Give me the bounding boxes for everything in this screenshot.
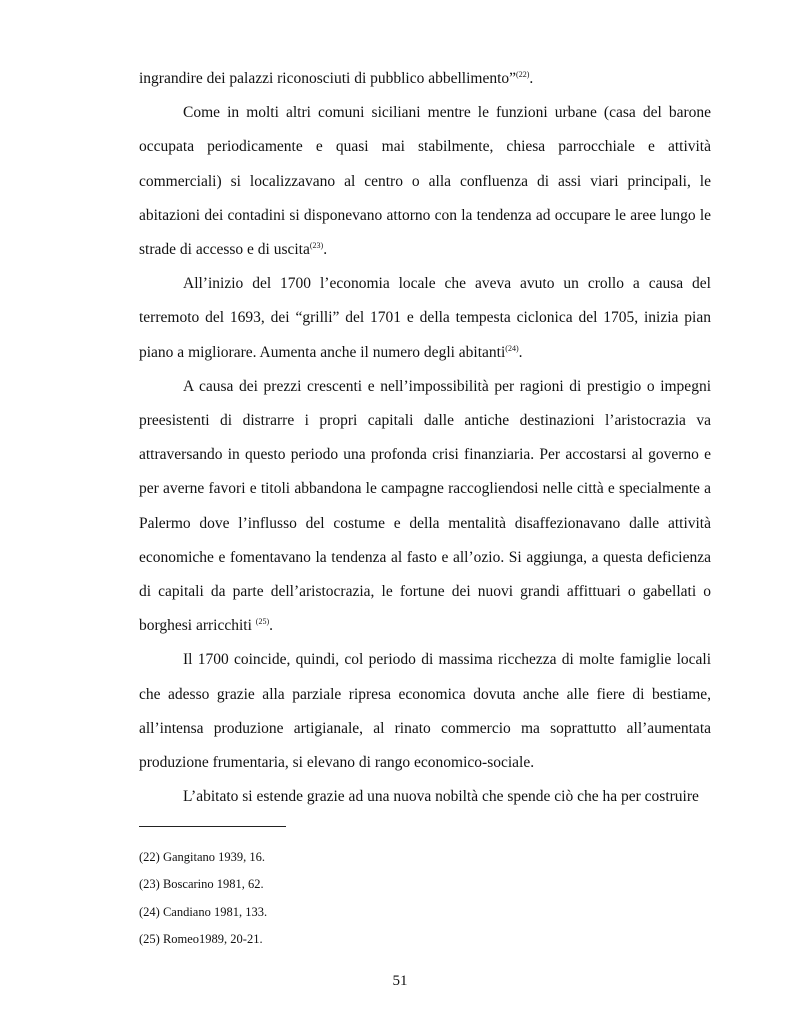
paragraph-4-text: A causa dei prezzi crescenti e nell’impossibilità per ragioni di prestigio o impegni preesistenti di distrarre i propri capitali dalle antiche destinazioni l’aristocrazia va attraversando in questo periodo una profonda crisi finanziaria. Per accostarsi al governo e per averne favori e titoli abbandona le campagne raccogliendosi nelle città e specialmente a Palermo dove l’influsso del costume e della mentalità disaffezionavano dalle attività economiche e fomentavano la tendenza al fasto e all’ozio. Si aggiunga, a questa deficienza di capitali da parte dell’aristocrazia, le fortune dei nuovi grandi affittuari o gabellati o borghesi arricchiti (139, 377, 711, 635)
footnote-ref-25: (25) (255, 617, 270, 627)
paragraph-2-tail: . (323, 241, 328, 259)
paragraph-2-text: Come in molti altri comuni siciliani mentre le funzioni urbane (casa del barone occupata periodicamente e quasi mai stabilmente, chiesa parrocchiale e attività commerciali) si localizzavano al centro o alla confluenza di assi viari principali, le abitazioni dei contadini si disponevano attorno con la tendenza ad occupare le aree lungo le strade di accesso e di uscita (139, 104, 711, 259)
footnote-25: (25) Romeo1989, 20-21. (139, 931, 263, 946)
page-number: 51 (392, 973, 408, 989)
paragraph-2 (139, 96, 711, 267)
footnote-22: (22) Gangitano 1939, 16. (139, 850, 266, 864)
paragraph-3 (139, 267, 711, 370)
body-text (139, 62, 711, 814)
paragraph-4 (139, 370, 711, 644)
footnote-ref-24: (24) (505, 343, 519, 353)
paragraph-5 (139, 643, 711, 780)
paragraph-5-text: Il 1700 coincide, quindi, col periodo di massima ricchezza di molte famiglie locali che adesso grazie alla parziale ripresa economica dovuta anche alle fiere di bestiame, all’intensa produzione artigianale, al rinato commercio ma soprattutto all’aumentata produzione frumentaria, si elevano di rango economico-sociale. (139, 651, 711, 772)
footnotes (139, 844, 539, 953)
paragraph-4-tail: . (269, 617, 273, 635)
paragraph-1-tail: . (529, 70, 534, 87)
footnote-ref-22: (22) (516, 70, 530, 79)
paragraph-3-tail: . (518, 343, 523, 361)
footnote-24: (24) Candiano 1981, 133. (139, 904, 268, 919)
footnote-ref-23: (23) (309, 241, 324, 251)
footnote-separator (139, 826, 286, 827)
footnote-23: (23) Boscarino 1981, 62. (139, 877, 264, 892)
paragraph-1-text: ingrandire dei palazzi riconosciuti di pubblico abbellimento” (139, 70, 517, 87)
paragraph-6 (139, 780, 711, 814)
paragraph-6-text: L’abitato si estende grazie ad una nuova nobiltà che spende ciò che ha per costruire (183, 788, 699, 806)
paragraph-1 (139, 62, 711, 96)
paragraph-3-text: All’inizio del 1700 l’economia locale che aveva avuto un crollo a causa del terremoto del 1693, dei “grilli” del 1701 e della tempesta ciclonica del 1705, inizia pian piano a migliorare. Aumenta anche il numero degli abitanti (139, 275, 711, 361)
